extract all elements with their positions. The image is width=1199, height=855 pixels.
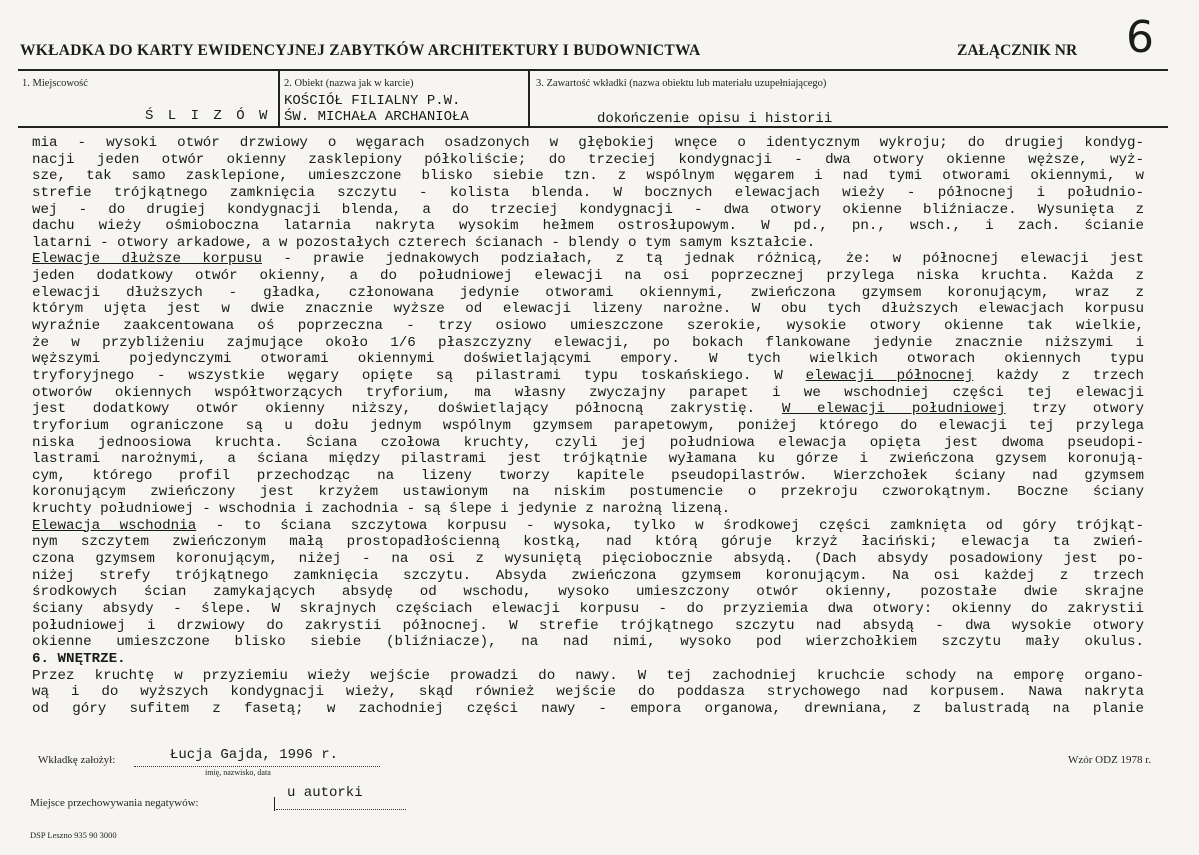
underlined-heading: Elewacje dłuższe korpusu — [32, 251, 262, 268]
text-line: nacji jeden otwór okienny zasklepiony półkoliście; do trzeciej kondygnacji - dwa otwory okienne węższe, wyż- — [32, 151, 1144, 168]
negatives-marker — [274, 797, 275, 811]
text-line: Elewacje dłuższe korpusu - prawie jednakowych podziałach, z tą jednak różnicą, że: w północnej elewacji jest — [32, 251, 1144, 268]
text-line: od góry sufitem z fasetą; w zachodniej części nawy - empora organowa, drewniana, z balustradą na planie — [32, 700, 1144, 717]
text-line: środkowych ścian zamykających absydę od wschodu, wysoko umieszczony otwór okienny, pozostałe dwie skrajne — [32, 584, 1144, 601]
text-line: lastrami narożnymi, a ściana między pilastrami jest trójkątnie wyłamana ku górze i zwieńczona gzysem koronują- — [32, 451, 1144, 468]
text-line: kruchty południowej - wschodnia i zachodnia - są ślepe i jedynie z narożną lizeną. — [32, 501, 731, 518]
underlined-heading: Elewacja wschodnia — [32, 517, 197, 534]
text-line: że w przybliżeniu zajmujące około 1/6 płaszczyzny elewacji, po bokach flankowane jedynie znacznie niższymi i — [32, 334, 1144, 351]
object-value-line-2: ŚW. MICHAŁA ARCHANIOŁA — [284, 109, 469, 125]
contents-caption: 3. Zawartość wkładki (nazwa obiektu lub materiału uzupełniającego) — [536, 78, 827, 89]
text-line: nym szczytem zwieńczonym małą prostopadłościenną kostką, nad którą góruje krzyż łaciński; elewacja ta zwień- — [32, 534, 1144, 551]
text-line: mia - wysoki otwór drzwiowy o węgarach osadzonych w głębokiej wnęce o identycznym wykroju; do drugiej kondyg- — [32, 135, 1144, 151]
text-line: Przez kruchtę w przyziemiu wieży wejście prowadzi do nawy. W tej zachodniej kruchcie schody na emporę organo- — [32, 667, 1144, 684]
underlined-heading: elewacji północnej — [805, 367, 974, 384]
object-caption: 2. Obiekt (nazwa jak w karcie) — [284, 78, 414, 89]
text-line: sze, tak samo zasklepione, umieszczone blisko siebie tzn. z wspólnym węgarem i nad tymi otworami okiennymi, w — [32, 168, 1144, 185]
header-rule — [18, 69, 1168, 71]
text-line: niska jednoosiowa kruchta. Ściana czołowa kruchty, czyli jej południowa elewacja opięta jest dwoma pseudopi- — [32, 434, 1144, 451]
field-divider-2 — [528, 71, 530, 127]
text-line: jeden dodatkowy otwór okienny, a do południowej elewacji na osi poprzecznej przylega niska kruchta. Każda z — [32, 268, 1144, 285]
negatives-label: Miejsce przechowywania negatywów: — [30, 797, 199, 809]
form-title: WKŁADKA DO KARTY EWIDENCYJNEJ ZABYTKÓW ARCHITEKTURY I BUDOWNICTWA — [20, 42, 701, 59]
inserted-by-value: Łucja Gajda, 1996 r. — [170, 747, 339, 763]
text-line: południowej i drzwiowy do zakrystii północnej. W strefie trójkątnego szczytu nad absydą - dwa wysokie otwory — [32, 617, 1144, 634]
text-line: Elewacja wschodnia - to ściana szczytowa korpusu - wysoka, tylko w środkowej części zamknięta od góry trójkąt- — [32, 517, 1144, 534]
negatives-dotted-line — [276, 809, 406, 810]
form-version: Wzór ODZ 1978 r. — [1068, 754, 1152, 766]
text-line: czona gzymsem koronującym, niżej - na osi z wysuniętą pięciobocznie absydą. (Dach absydy posadowiony jest po- — [32, 551, 1144, 568]
field-divider-1 — [278, 71, 280, 127]
text-line: niżej strefy trójkątnego zamknięcia szczytu. Absyda zwieńczona gzymsem koronującym. Na osi każdej z trzech — [32, 567, 1144, 584]
locality-caption: 1. Miejscowość — [22, 78, 88, 89]
text-line: koronującym zwieńczony jest krzyżem ustawionym na niskim postumencie o przekroju czworokątnym. Boczne ściany — [32, 484, 1144, 501]
text-line: wą i do wyższych kondygnacji wieży, skąd również wejście do poddasza strychowego nad korpusem. Nawa nakryta — [32, 684, 1144, 701]
text-line: tryforium ograniczone są u dołu jednym wspólnym gzymsem parapetowym, poniżej którego do elewacji tej przylega — [32, 417, 1144, 434]
attachment-number: 6 — [1126, 12, 1154, 63]
locality-value: Ś L I Z Ó W — [145, 108, 271, 124]
fields-rule — [18, 126, 1168, 128]
text-line: dachu wieży ośmioboczna latarnia nakryta wysokim hełmem ostrosłupowym. W pd., pn., wsch., i zach. ścianie — [32, 218, 1144, 235]
inserted-by-hint: imię, nazwisko, data — [205, 768, 271, 777]
underlined-heading: W elewacji południowej — [781, 401, 1006, 418]
text-line: elewacji dłuższych - gładka, członowana jedynie otworami okiennymi, zwieńczona gzymsem koronującym, wraz z — [32, 284, 1144, 301]
text-line: wej - do drugiej kondygnacji blenda, a do trzeciej kondygnacji - dwa otwory okienne bliźniacze. Wysunięta z — [32, 201, 1144, 218]
text-line: tryforyjnego - wszystkie węgary opięte są pilastrami typu toskańskiego. W elewacji północnej każdy z trzech — [32, 367, 1144, 384]
section-heading: 6. WNĘTRZE. — [32, 650, 126, 667]
inserted-by-dotted-line — [134, 766, 380, 767]
text-line: otworów okiennych współtworzących tryforium, ma własny zwyczajny parapet i we wschodniej części tej elewacji — [32, 384, 1144, 401]
text-line: którym ujęta jest w dwie znacznie wyższe od elewacji lizeny narożne. W obu tych dłuższych elewacjach korpusu — [32, 301, 1144, 318]
text-line: wyraźnie zaakcentowana oś poprzeczna - trzy osiowo umieszczone szerokie, wysokie otwory okienne tak wielkie, — [32, 318, 1144, 335]
text-line: strefie trójkątnego zamknięcia szczytu - kolista blenda. W bocznych elewacjach wieży - północnej i południo- — [32, 184, 1144, 201]
contents-value: dokończenie opisu i historii — [597, 111, 833, 127]
printer-info: DSP Leszno 935 90 3000 — [30, 830, 117, 840]
negatives-value: u autorki — [287, 785, 363, 801]
text-line: latarni - otwory arkadowe, a w pozostałych czterech ścianach - blendy o tym samym kształcie. — [32, 234, 816, 251]
text-line: węższymi pojedynczymi otworami okiennymi doświetlającymi empory. W tych wielkich otworach okiennych typu — [32, 351, 1144, 368]
inserted-by-label: Wkładkę założył: — [38, 754, 116, 766]
attachment-label: ZAŁĄCZNIK NR — [957, 42, 1078, 59]
text-line: cym, którego profil przechodząc na lizeny tworzy kapitele pseudopilastrów. Wierzchołek ściany nad gzymsem — [32, 467, 1144, 484]
text-line: okienne umieszczone blisko siebie (bliźniacze), na nad nimi, wysoko pod wierzchołkiem szczytu mały okulus. — [32, 634, 1144, 651]
description-text — [32, 135, 1144, 717]
text-line: ściany absydy - ślepe. W skrajnych częściach elewacji korpusu - do przyziemia dwa otwory: okienny do zakrystii — [32, 600, 1144, 617]
text-line: jest dodatkowy otwór okienny niższy, doświetlający północną zakrystię. W elewacji południowej trzy otwory — [32, 401, 1144, 418]
object-value-line-1: KOŚCIÓŁ FILIALNY P.W. — [284, 93, 461, 109]
